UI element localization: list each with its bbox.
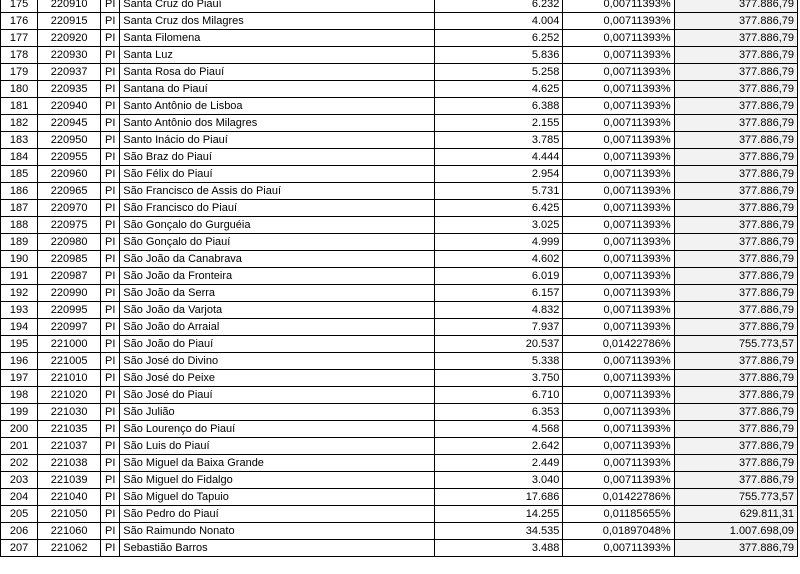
population-cell: 2.449: [435, 455, 563, 472]
table-row: [1, 268, 798, 285]
municipality-name-cell: São Miguel da Baixa Grande: [120, 455, 435, 472]
table-row: [1, 234, 798, 251]
percentage-cell: 0,00711393%: [563, 455, 674, 472]
ibge-code-cell: 220987: [38, 268, 101, 285]
row-number-cell: 191: [1, 268, 38, 285]
row-number-cell: 186: [1, 183, 38, 200]
row-number-cell: 175: [1, 0, 38, 13]
population-cell: 6.232: [435, 0, 563, 13]
amount-cell: 377.886,79: [674, 387, 797, 404]
percentage-cell: 0,00711393%: [563, 234, 674, 251]
municipality-name-cell: São João da Serra: [120, 285, 435, 302]
municipality-name-cell: São Braz do Piauí: [120, 149, 435, 166]
ibge-code-cell: 220997: [38, 319, 101, 336]
municipality-name-cell: São Luis do Piauí: [120, 438, 435, 455]
municipality-name-cell: Santa Filomena: [120, 30, 435, 47]
population-cell: 5.731: [435, 183, 563, 200]
municipality-name-cell: Santo Antônio de Lisboa: [120, 98, 435, 115]
percentage-cell: 0,00711393%: [563, 251, 674, 268]
ibge-code-cell: 221005: [38, 353, 101, 370]
municipality-name-cell: São João do Arraial: [120, 319, 435, 336]
municipality-name-cell: Santa Rosa do Piauí: [120, 64, 435, 81]
municipality-name-cell: São Gonçalo do Gurguéia: [120, 217, 435, 234]
ibge-code-cell: 220937: [38, 64, 101, 81]
ibge-code-cell: 220945: [38, 115, 101, 132]
state-cell: PI: [101, 81, 120, 98]
population-cell: 4.832: [435, 302, 563, 319]
municipality-name-cell: Sebastião Barros: [120, 540, 435, 557]
municipality-name-cell: Santana do Piauí: [120, 81, 435, 98]
percentage-cell: 0,00711393%: [563, 370, 674, 387]
ibge-code-cell: 220935: [38, 81, 101, 98]
table-row: [1, 370, 798, 387]
row-number-cell: 195: [1, 336, 38, 353]
state-cell: PI: [101, 268, 120, 285]
population-cell: 2.642: [435, 438, 563, 455]
row-number-cell: 202: [1, 455, 38, 472]
ibge-code-cell: 220970: [38, 200, 101, 217]
municipality-name-cell: São Félix do Piauí: [120, 166, 435, 183]
population-cell: 14.255: [435, 506, 563, 523]
percentage-cell: 0,01185655%: [563, 506, 674, 523]
ibge-code-cell: 220975: [38, 217, 101, 234]
table-row: [1, 506, 798, 523]
table-row: [1, 472, 798, 489]
ibge-code-cell: 220995: [38, 302, 101, 319]
amount-cell: 377.886,79: [674, 302, 797, 319]
ibge-code-cell: 220940: [38, 98, 101, 115]
row-number-cell: 179: [1, 64, 38, 81]
row-number-cell: 184: [1, 149, 38, 166]
population-cell: 2.954: [435, 166, 563, 183]
state-cell: PI: [101, 0, 120, 13]
municipality-name-cell: São João do Piauí: [120, 336, 435, 353]
municipality-name-cell: São Pedro do Piauí: [120, 506, 435, 523]
population-cell: 3.488: [435, 540, 563, 557]
table-row: [1, 98, 798, 115]
row-number-cell: 197: [1, 370, 38, 387]
ibge-code-cell: 220980: [38, 234, 101, 251]
percentage-cell: 0,00711393%: [563, 200, 674, 217]
table-row: [1, 13, 798, 30]
ibge-code-cell: 221038: [38, 455, 101, 472]
population-cell: 4.602: [435, 251, 563, 268]
municipality-name-cell: Santo Antônio dos Milagres: [120, 115, 435, 132]
amount-cell: 377.886,79: [674, 149, 797, 166]
table-row: [1, 285, 798, 302]
row-number-cell: 177: [1, 30, 38, 47]
ibge-code-cell: 220990: [38, 285, 101, 302]
ibge-code-cell: 221030: [38, 404, 101, 421]
percentage-cell: 0,00711393%: [563, 438, 674, 455]
population-cell: 4.999: [435, 234, 563, 251]
municipality-name-cell: São João da Fronteira: [120, 268, 435, 285]
table-row: [1, 47, 798, 64]
row-number-cell: 205: [1, 506, 38, 523]
table-row: [1, 404, 798, 421]
amount-cell: 377.886,79: [674, 64, 797, 81]
municipality-name-cell: Santo Inácio do Piauí: [120, 132, 435, 149]
state-cell: PI: [101, 319, 120, 336]
row-number-cell: 203: [1, 472, 38, 489]
ibge-code-cell: 220915: [38, 13, 101, 30]
percentage-cell: 0,00711393%: [563, 268, 674, 285]
row-number-cell: 178: [1, 47, 38, 64]
state-cell: PI: [101, 421, 120, 438]
population-cell: 5.258: [435, 64, 563, 81]
percentage-cell: 0,01422786%: [563, 489, 674, 506]
amount-cell: 377.886,79: [674, 217, 797, 234]
row-number-cell: 182: [1, 115, 38, 132]
municipality-name-cell: São Miguel do Tapuio: [120, 489, 435, 506]
amount-cell: 377.886,79: [674, 251, 797, 268]
amount-cell: 377.886,79: [674, 47, 797, 64]
population-cell: 4.625: [435, 81, 563, 98]
state-cell: PI: [101, 540, 120, 557]
table-row: [1, 302, 798, 319]
state-cell: PI: [101, 404, 120, 421]
population-cell: 6.425: [435, 200, 563, 217]
row-number-cell: 207: [1, 540, 38, 557]
municipality-name-cell: São Francisco de Assis do Piauí: [120, 183, 435, 200]
percentage-cell: 0,00711393%: [563, 319, 674, 336]
state-cell: PI: [101, 132, 120, 149]
table-row: [1, 30, 798, 47]
table-row: [1, 336, 798, 353]
population-cell: 6.710: [435, 387, 563, 404]
ibge-code-cell: 221000: [38, 336, 101, 353]
amount-cell: 1.007.698,09: [674, 523, 797, 540]
municipality-name-cell: São Raimundo Nonato: [120, 523, 435, 540]
row-number-cell: 176: [1, 13, 38, 30]
municipality-name-cell: Santa Luz: [120, 47, 435, 64]
amount-cell: 377.886,79: [674, 183, 797, 200]
row-number-cell: 192: [1, 285, 38, 302]
state-cell: PI: [101, 30, 120, 47]
amount-cell: 755.773,57: [674, 336, 797, 353]
row-number-cell: 200: [1, 421, 38, 438]
amount-cell: 755.773,57: [674, 489, 797, 506]
population-cell: 3.040: [435, 472, 563, 489]
ibge-code-cell: 220965: [38, 183, 101, 200]
amount-cell: 629.811,31: [674, 506, 797, 523]
population-cell: 3.025: [435, 217, 563, 234]
amount-cell: 377.886,79: [674, 81, 797, 98]
population-cell: 20.537: [435, 336, 563, 353]
municipality-name-cell: São José do Piauí: [120, 387, 435, 404]
state-cell: PI: [101, 438, 120, 455]
state-cell: PI: [101, 115, 120, 132]
amount-cell: 377.886,79: [674, 98, 797, 115]
amount-cell: 377.886,79: [674, 455, 797, 472]
row-number-cell: 189: [1, 234, 38, 251]
state-cell: PI: [101, 200, 120, 217]
row-number-cell: 198: [1, 387, 38, 404]
amount-cell: 377.886,79: [674, 234, 797, 251]
population-cell: 5.836: [435, 47, 563, 64]
percentage-cell: 0,00711393%: [563, 30, 674, 47]
population-cell: 3.750: [435, 370, 563, 387]
amount-cell: 377.886,79: [674, 13, 797, 30]
municipality-name-cell: São José do Peixe: [120, 370, 435, 387]
population-cell: 34.535: [435, 523, 563, 540]
percentage-cell: 0,00711393%: [563, 302, 674, 319]
population-cell: 7.937: [435, 319, 563, 336]
row-number-cell: 194: [1, 319, 38, 336]
ibge-code-cell: 221035: [38, 421, 101, 438]
ibge-code-cell: 220955: [38, 149, 101, 166]
state-cell: PI: [101, 183, 120, 200]
table-row: [1, 183, 798, 200]
row-number-cell: 199: [1, 404, 38, 421]
table-row: [1, 81, 798, 98]
population-cell: 6.019: [435, 268, 563, 285]
amount-cell: 377.886,79: [674, 319, 797, 336]
municipality-name-cell: São Francisco do Piauí: [120, 200, 435, 217]
row-number-cell: 190: [1, 251, 38, 268]
amount-cell: 377.886,79: [674, 472, 797, 489]
municipality-name-cell: São Gonçalo do Piauí: [120, 234, 435, 251]
amount-cell: 377.886,79: [674, 200, 797, 217]
population-cell: 6.353: [435, 404, 563, 421]
population-cell: 6.388: [435, 98, 563, 115]
table-row: [1, 387, 798, 404]
percentage-cell: 0,00711393%: [563, 47, 674, 64]
ibge-code-cell: 220920: [38, 30, 101, 47]
state-cell: PI: [101, 234, 120, 251]
amount-cell: 377.886,79: [674, 353, 797, 370]
population-cell: 4.444: [435, 149, 563, 166]
table-row: [1, 132, 798, 149]
amount-cell: 377.886,79: [674, 0, 797, 13]
row-number-cell: 181: [1, 98, 38, 115]
percentage-cell: 0,00711393%: [563, 64, 674, 81]
percentage-cell: 0,00711393%: [563, 98, 674, 115]
percentage-cell: 0,01897048%: [563, 523, 674, 540]
state-cell: PI: [101, 387, 120, 404]
percentage-cell: 0,00711393%: [563, 81, 674, 98]
state-cell: PI: [101, 217, 120, 234]
table-row: [1, 421, 798, 438]
table-row: [1, 217, 798, 234]
amount-cell: 377.886,79: [674, 404, 797, 421]
state-cell: PI: [101, 47, 120, 64]
percentage-cell: 0,00711393%: [563, 285, 674, 302]
row-number-cell: 185: [1, 166, 38, 183]
amount-cell: 377.886,79: [674, 285, 797, 302]
percentage-cell: 0,00711393%: [563, 132, 674, 149]
municipality-name-cell: São José do Divino: [120, 353, 435, 370]
amount-cell: 377.886,79: [674, 268, 797, 285]
municipality-name-cell: São Miguel do Fidalgo: [120, 472, 435, 489]
table-row: [1, 115, 798, 132]
state-cell: PI: [101, 251, 120, 268]
percentage-cell: 0,00711393%: [563, 472, 674, 489]
percentage-cell: 0,00711393%: [563, 540, 674, 557]
municipality-name-cell: São João da Canabrava: [120, 251, 435, 268]
amount-cell: 377.886,79: [674, 115, 797, 132]
ibge-code-cell: 221039: [38, 472, 101, 489]
state-cell: PI: [101, 166, 120, 183]
table-row: [1, 455, 798, 472]
ibge-code-cell: 221050: [38, 506, 101, 523]
table-row: [1, 540, 798, 557]
state-cell: PI: [101, 370, 120, 387]
state-cell: PI: [101, 302, 120, 319]
table-row: [1, 251, 798, 268]
percentage-cell: 0,00711393%: [563, 13, 674, 30]
ibge-code-cell: 220930: [38, 47, 101, 64]
state-cell: PI: [101, 353, 120, 370]
table-row: [1, 438, 798, 455]
ibge-code-cell: 221060: [38, 523, 101, 540]
ibge-code-cell: 221037: [38, 438, 101, 455]
state-cell: PI: [101, 455, 120, 472]
ibge-code-cell: 221062: [38, 540, 101, 557]
state-cell: PI: [101, 506, 120, 523]
percentage-cell: 0,00711393%: [563, 387, 674, 404]
state-cell: PI: [101, 523, 120, 540]
amount-cell: 377.886,79: [674, 30, 797, 47]
table-row: [1, 489, 798, 506]
percentage-cell: 0,01422786%: [563, 336, 674, 353]
amount-cell: 377.886,79: [674, 166, 797, 183]
table-row: [1, 64, 798, 81]
table-row: [1, 200, 798, 217]
table-row: [1, 319, 798, 336]
percentage-cell: 0,00711393%: [563, 115, 674, 132]
municipality-name-cell: São João da Varjota: [120, 302, 435, 319]
ibge-code-cell: 220910: [38, 0, 101, 13]
row-number-cell: 180: [1, 81, 38, 98]
percentage-cell: 0,00711393%: [563, 149, 674, 166]
row-number-cell: 188: [1, 217, 38, 234]
population-cell: 6.252: [435, 30, 563, 47]
population-cell: 6.157: [435, 285, 563, 302]
percentage-cell: 0,00711393%: [563, 166, 674, 183]
municipality-name-cell: Santa Cruz dos Milagres: [120, 13, 435, 30]
percentage-cell: 0,00711393%: [563, 404, 674, 421]
ibge-code-cell: 220950: [38, 132, 101, 149]
percentage-cell: 0,00711393%: [563, 183, 674, 200]
ibge-code-cell: 221020: [38, 387, 101, 404]
amount-cell: 377.886,79: [674, 438, 797, 455]
percentage-cell: 0,00711393%: [563, 353, 674, 370]
row-number-cell: 206: [1, 523, 38, 540]
population-cell: 5.338: [435, 353, 563, 370]
percentage-cell: 0,00711393%: [563, 421, 674, 438]
amount-cell: 377.886,79: [674, 540, 797, 557]
state-cell: PI: [101, 285, 120, 302]
amount-cell: 377.886,79: [674, 132, 797, 149]
table-row: [1, 523, 798, 540]
table-body: [1, 0, 798, 557]
row-number-cell: 183: [1, 132, 38, 149]
table-row: [1, 0, 798, 13]
population-cell: 3.785: [435, 132, 563, 149]
percentage-cell: 0,00711393%: [563, 217, 674, 234]
state-cell: PI: [101, 149, 120, 166]
municipality-name-cell: São Lourenço do Piauí: [120, 421, 435, 438]
ibge-code-cell: 220960: [38, 166, 101, 183]
row-number-cell: 201: [1, 438, 38, 455]
row-number-cell: 196: [1, 353, 38, 370]
percentage-cell: 0,00711393%: [563, 0, 674, 13]
ibge-code-cell: 221010: [38, 370, 101, 387]
municipality-name-cell: Santa Cruz do Piauí: [120, 0, 435, 13]
ibge-code-cell: 221040: [38, 489, 101, 506]
row-number-cell: 193: [1, 302, 38, 319]
ibge-code-cell: 220985: [38, 251, 101, 268]
amount-cell: 377.886,79: [674, 421, 797, 438]
table-row: [1, 149, 798, 166]
population-cell: 2.155: [435, 115, 563, 132]
state-cell: PI: [101, 64, 120, 81]
state-cell: PI: [101, 13, 120, 30]
state-cell: PI: [101, 98, 120, 115]
amount-cell: 377.886,79: [674, 370, 797, 387]
population-cell: 4.004: [435, 13, 563, 30]
table-row: [1, 166, 798, 183]
state-cell: PI: [101, 336, 120, 353]
municipality-name-cell: São Julião: [120, 404, 435, 421]
state-cell: PI: [101, 489, 120, 506]
population-cell: 17.686: [435, 489, 563, 506]
row-number-cell: 187: [1, 200, 38, 217]
table-row: [1, 353, 798, 370]
row-number-cell: 204: [1, 489, 38, 506]
state-cell: PI: [101, 472, 120, 489]
population-cell: 4.568: [435, 421, 563, 438]
